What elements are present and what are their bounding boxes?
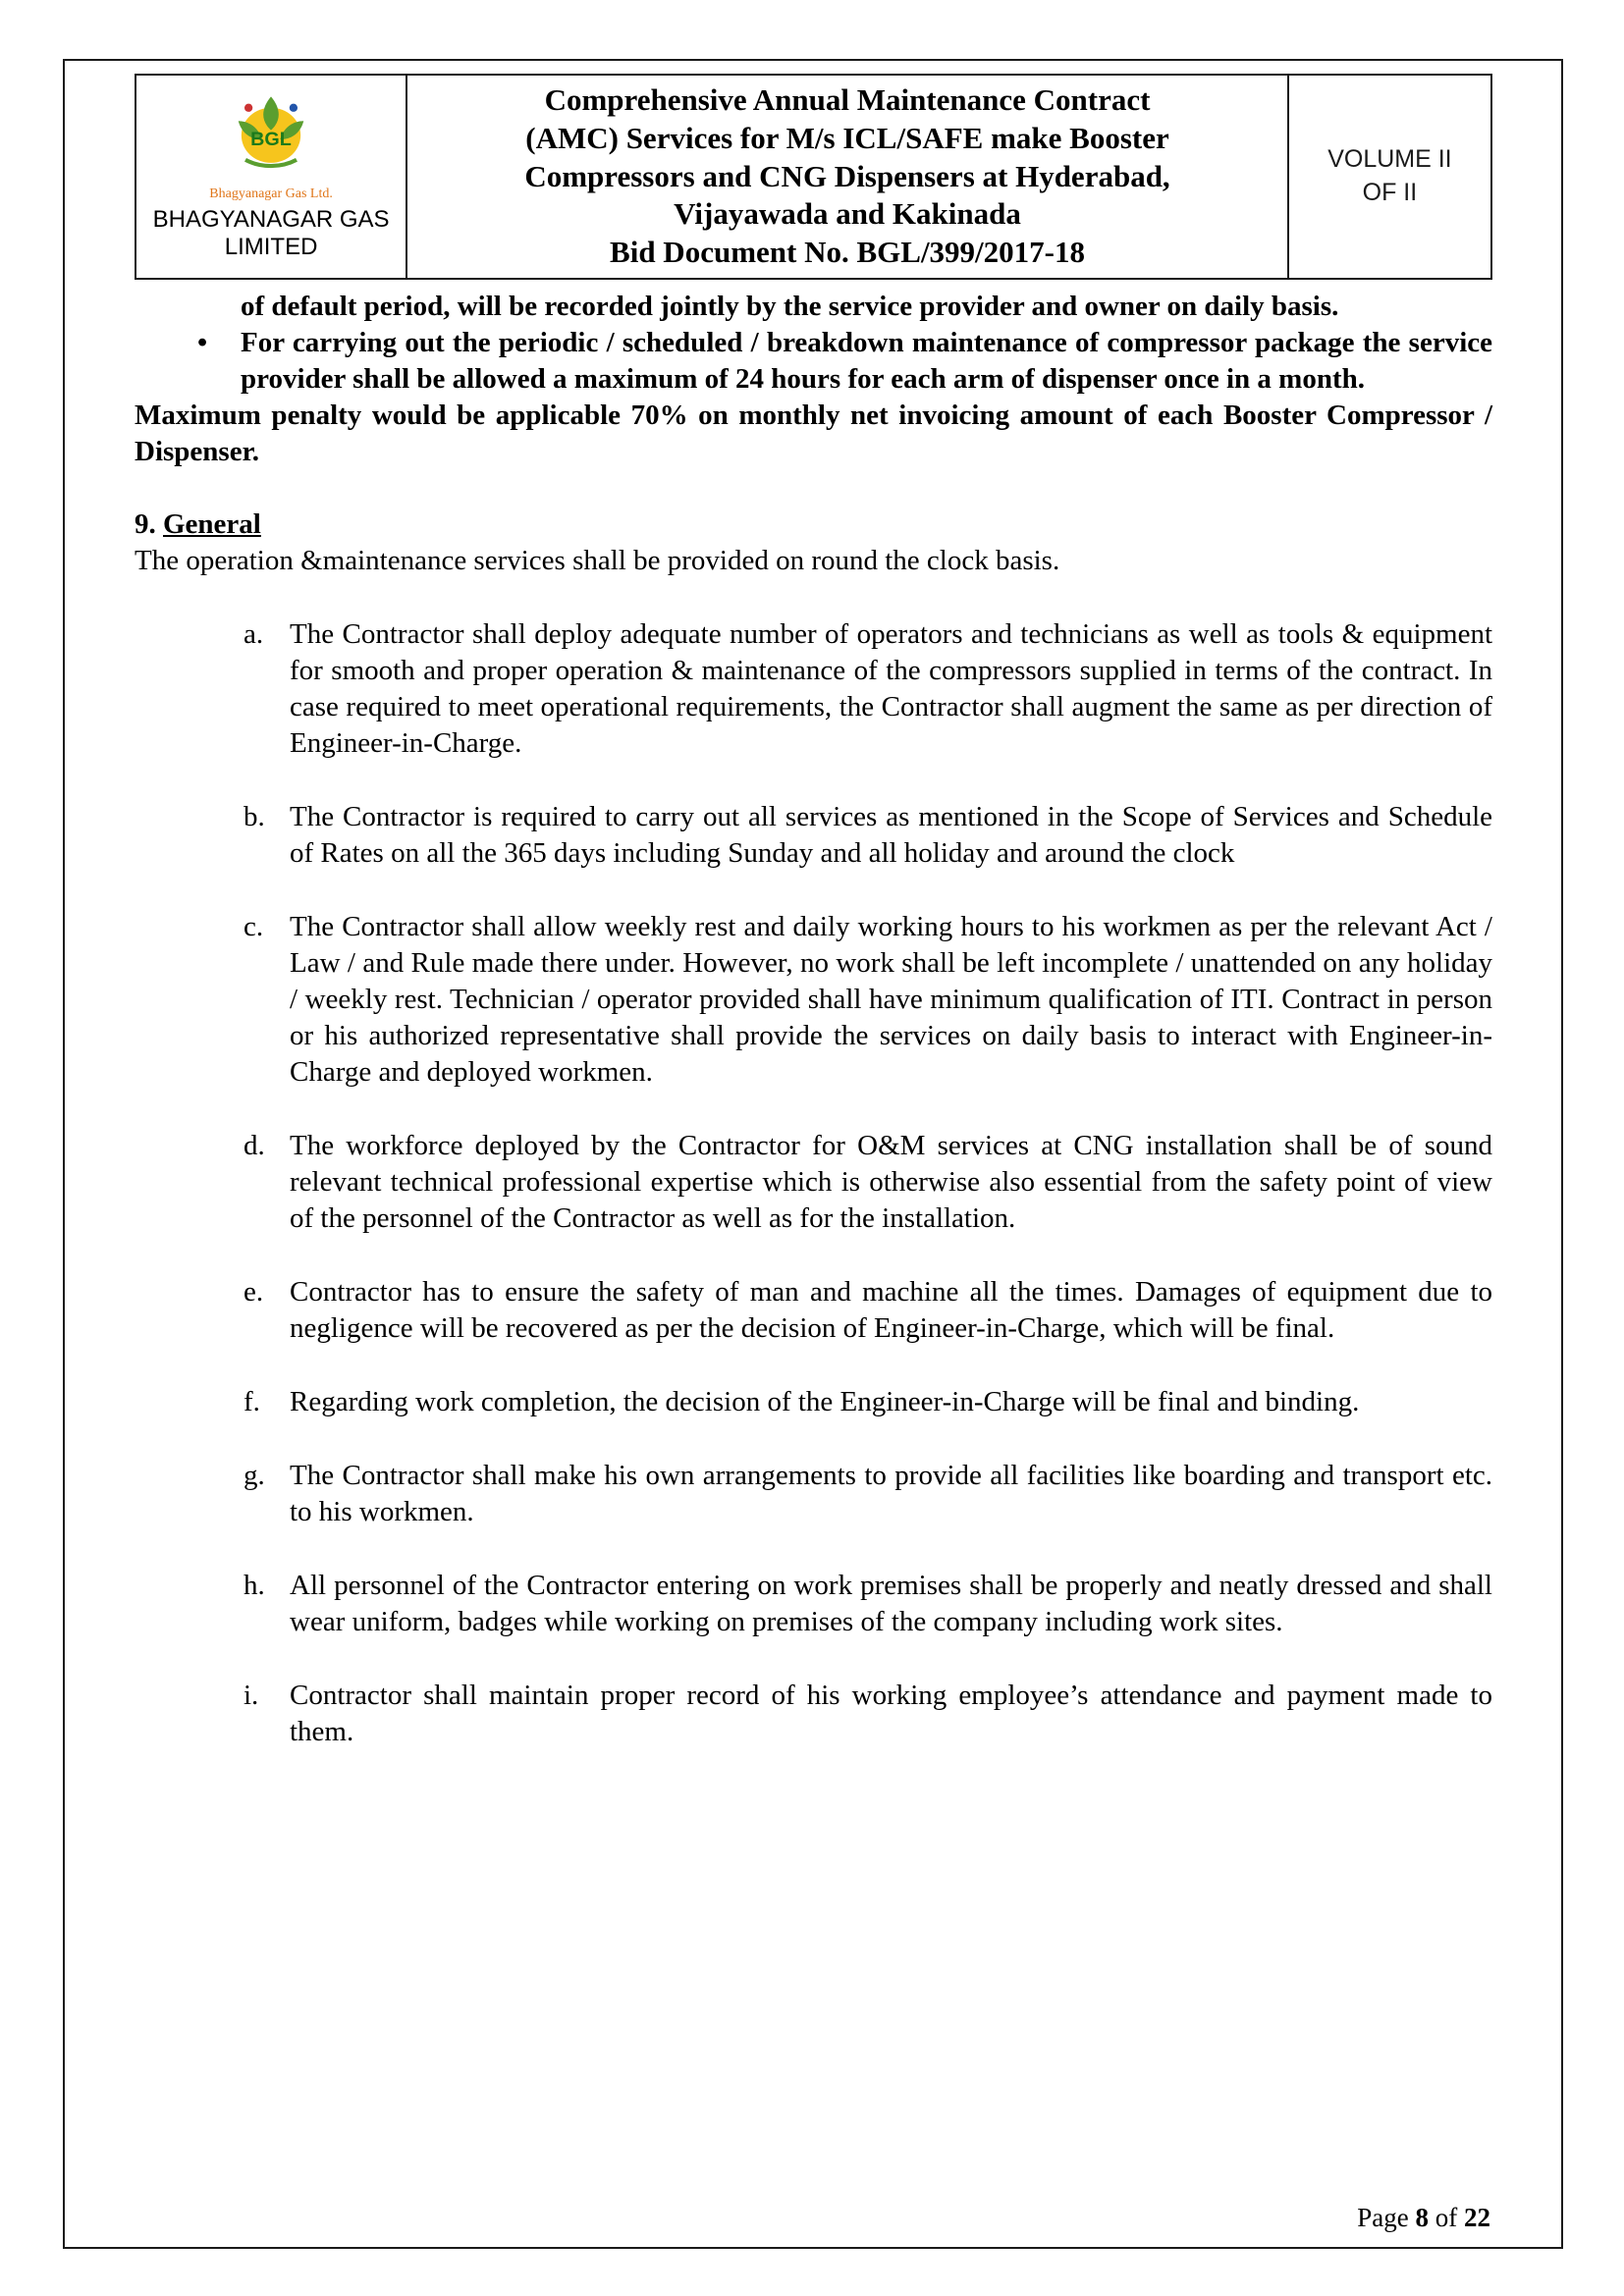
continuation-paragraph: of default period, will be recorded jointly by the service provider and owner on daily basis.	[241, 290, 1339, 322]
footer-page-number: 8	[1415, 2202, 1429, 2232]
list-item	[135, 1568, 1492, 1640]
list-item-text: The workforce deployed by the Contractor for O&M services at CNG installation shall be of sound relevant technical professional expertise which is otherwise also essential from the safety point of view of the personnel of the Contractor as well as for the installation.	[290, 1129, 1492, 1234]
section-title: General	[163, 507, 261, 540]
list-item-label: b.	[244, 800, 265, 832]
volume-line-2: OF II	[1362, 178, 1418, 206]
list-item	[135, 1274, 1492, 1347]
list-item-label: g.	[244, 1459, 265, 1491]
volume-cell	[1288, 75, 1491, 279]
document-body	[135, 289, 1492, 1750]
logo-caption: Bhagyanagar Gas Ltd.	[209, 186, 333, 201]
page-footer	[1357, 2202, 1490, 2233]
list-item-text: The Contractor shall make his own arrangements to provide all facilities like boarding and transport etc. to his workmen.	[290, 1459, 1492, 1527]
list-item-label: a.	[244, 617, 264, 650]
list-item	[135, 616, 1492, 762]
volume-line-1: VOLUME II	[1327, 145, 1452, 174]
bullet-item	[135, 325, 1492, 398]
bullet-text: For carrying out the periodic / scheduled / breakdown maintenance of compressor package the service provider shall be allowed a maximum of 24 hours for each arm of dispenser once in a month.	[241, 326, 1492, 395]
bid-document-number: Bid Document No. BGL/399/2017-18	[610, 235, 1085, 269]
list-item-text: The Contractor shall allow weekly rest and daily working hours to his workmen as per the relevant Act / Law / and Rule made there under. However, no work shall be left incomplete / unattended on any holiday / weekly rest. Technician / operator provided shall have minimum qualification of ITI. Contract in person or his authorized representative shall provide the services on daily basis to interact with Engineer-in-Charge and deployed workmen.	[290, 910, 1492, 1088]
footer-word-of: of	[1435, 2202, 1458, 2232]
list-item-text: The Contractor shall deploy adequate number of operators and technicians as well as tools & equipment for smooth and proper operation & maintenance of the compressors supplied in terms of the contract. In case required to meet operational requirements, the Contractor shall augment the same as per direction of Engineer-in-Charge.	[290, 617, 1492, 759]
list-item-label: i.	[244, 1679, 259, 1711]
section-heading	[135, 507, 1492, 543]
list-item	[135, 909, 1492, 1091]
document-title-line: Comprehensive Annual Maintenance Contract	[544, 82, 1151, 117]
list-item-text: The Contractor is required to carry out all services as mentioned in the Scope of Services and Schedule of Rates on all the 365 days including Sunday and all holiday and around the clock	[290, 800, 1492, 869]
bgl-flower-logo-icon	[220, 92, 322, 187]
list-item	[135, 1458, 1492, 1530]
list-item	[135, 1384, 1492, 1420]
logo-cell	[135, 75, 406, 279]
section-intro: The operation &maintenance services shall be provided on round the clock basis.	[135, 544, 1060, 576]
header-table	[135, 74, 1492, 280]
list-item-text: Contractor has to ensure the safety of man and machine all the times. Damages of equipment due to negligence will be recovered as per the decision of Engineer-in-Charge, which will be final.	[290, 1275, 1492, 1344]
document-title-line: (AMC) Services for M/s ICL/SAFE make Booster	[525, 120, 1169, 155]
list-item-label: h.	[244, 1569, 265, 1601]
document-title-line: Vijayawada and Kakinada	[674, 196, 1021, 232]
bullet-icon: •	[197, 326, 208, 358]
title-cell	[406, 75, 1288, 279]
list-item	[135, 799, 1492, 872]
penalty-paragraph: Maximum penalty would be applicable 70% on monthly net invoicing amount of each Booster Compressor / Dispenser.	[135, 399, 1492, 467]
list-item-label: f.	[244, 1385, 260, 1417]
list-item-text: Regarding work completion, the decision of the Engineer-in-Charge will be final and binding.	[290, 1385, 1360, 1417]
company-name: BHAGYANAGAR GAS LIMITED	[152, 205, 390, 260]
list-item-label: d.	[244, 1129, 265, 1161]
list-item-label: c.	[244, 910, 264, 942]
lettered-list	[135, 616, 1492, 1750]
footer-word-page: Page	[1357, 2202, 1409, 2232]
list-item	[135, 1128, 1492, 1237]
section-number: 9.	[135, 507, 156, 540]
page-border-frame	[63, 59, 1563, 2249]
svg-text:BGL: BGL	[250, 128, 292, 150]
list-item-text: All personnel of the Contractor entering on work premises shall be properly and neatly dressed and shall wear uniform, badges while working on premises of the company including work sites.	[290, 1569, 1492, 1637]
list-item	[135, 1678, 1492, 1750]
company-logo	[209, 92, 333, 201]
document-title-line: Compressors and CNG Dispensers at Hyderabad,	[524, 158, 1170, 193]
list-item-text: Contractor shall maintain proper record of his working employee’s attendance and payment made to them.	[290, 1679, 1492, 1747]
footer-page-total: 22	[1464, 2202, 1490, 2232]
list-item-label: e.	[244, 1275, 264, 1308]
